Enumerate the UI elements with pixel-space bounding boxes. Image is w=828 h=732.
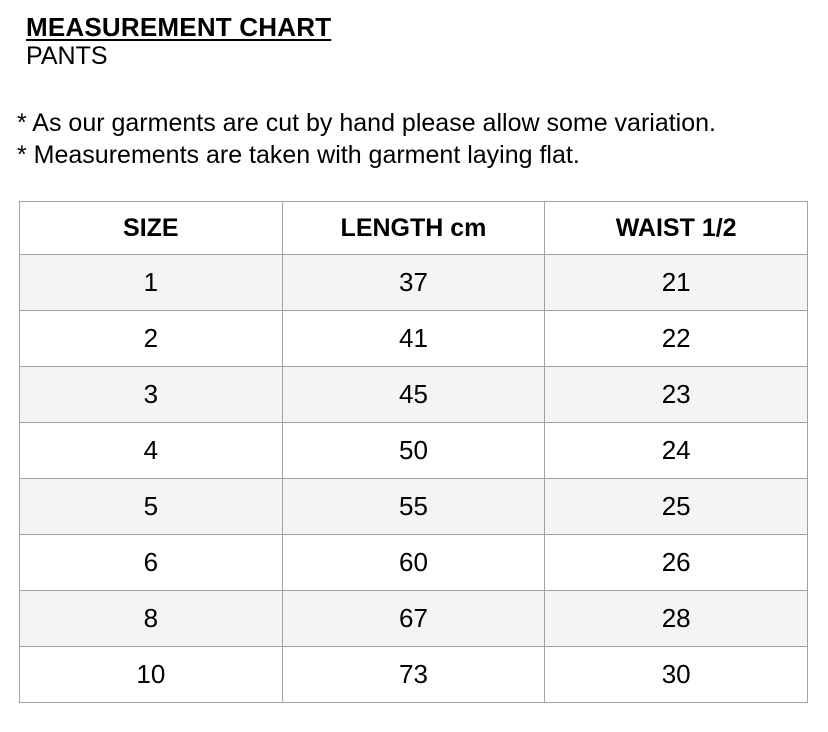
waist-cell: 21 (545, 255, 808, 311)
column-header-waist: WAIST 1/2 (545, 202, 808, 255)
size-cell: 3 (20, 367, 283, 423)
length-cell: 37 (282, 255, 545, 311)
size-cell: 5 (20, 479, 283, 535)
page-title: MEASUREMENT CHART (26, 12, 332, 42)
note-flat: * Measurements are taken with garment laying flat. (17, 141, 580, 169)
length-cell: 41 (282, 311, 545, 367)
table-row (20, 535, 808, 591)
waist-cell: 25 (545, 479, 808, 535)
table-row (20, 255, 808, 311)
column-header-size: SIZE (20, 202, 283, 255)
table-row (20, 311, 808, 367)
size-cell: 6 (20, 535, 283, 591)
table-row (20, 479, 808, 535)
waist-cell: 22 (545, 311, 808, 367)
waist-cell: 28 (545, 591, 808, 647)
page-subtitle: PANTS (26, 42, 108, 70)
length-cell: 67 (282, 591, 545, 647)
note-variation: * As our garments are cut by hand please allow some variation. (17, 109, 716, 137)
size-cell: 2 (20, 311, 283, 367)
notes (17, 107, 808, 171)
table-body (20, 255, 808, 703)
table-row (20, 647, 808, 703)
size-cell: 10 (20, 647, 283, 703)
size-cell: 4 (20, 423, 283, 479)
length-cell: 73 (282, 647, 545, 703)
table-row (20, 591, 808, 647)
length-cell: 60 (282, 535, 545, 591)
waist-cell: 23 (545, 367, 808, 423)
table-row (20, 367, 808, 423)
waist-cell: 24 (545, 423, 808, 479)
size-cell: 1 (20, 255, 283, 311)
column-header-length: LENGTH cm (282, 202, 545, 255)
size-cell: 8 (20, 591, 283, 647)
length-cell: 50 (282, 423, 545, 479)
size-table (19, 201, 808, 703)
table-row (20, 423, 808, 479)
waist-cell: 30 (545, 647, 808, 703)
table-header-row (20, 202, 808, 255)
length-cell: 55 (282, 479, 545, 535)
table-head (20, 202, 808, 255)
length-cell: 45 (282, 367, 545, 423)
waist-cell: 26 (545, 535, 808, 591)
